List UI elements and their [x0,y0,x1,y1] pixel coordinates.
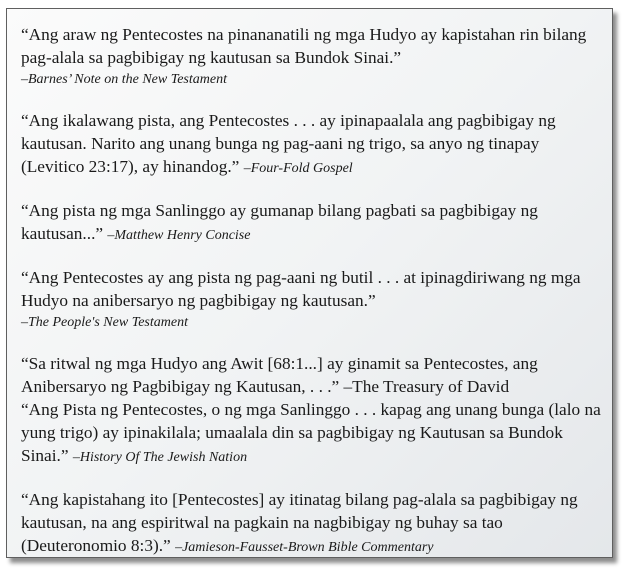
quote-peoples-nt [21,266,602,333]
quote-jfb [21,488,602,559]
quote-four-fold-gospel [21,109,602,180]
quote-jewish-nation [21,398,602,469]
quote-treasury-of-david [21,352,602,398]
quote-text: “Ang Pista ng Pentecostes, o ng mga Sanlinggo . . . kapag ang unang bunga (lalo na yung trigo) ay ipinakilala; umaalala din sa pagbibigay ng Kautusan sa Bundok Sinai.” [21,400,601,465]
quote-source: –Barnes’ Note on the New Testament [21,72,227,87]
quote-box [6,8,613,558]
quote-barnes [21,23,602,90]
quote-text: “Ang kapistahang ito [Pentecostes] ay itinatag bilang pag-alala sa pagbibigay ng kautusan, na ang espiritwal na pagkain na nagbibigay ng buhay sa tao (Deuteronomio 8:3).” [21,490,578,555]
quote-text: “Sa ritwal ng mga Hudyo ang Awit [68:1...] ay ginamit sa Pentecostes, ang Anibersaryo ng Pagbibigay ng Kautusan, . . .” –The Treasury of David [21,354,538,396]
quote-text: “Ang araw ng Pentecostes na pinananatili ng mga Hudyo ay kapistahan rin bilang pag-alala sa pagbibigay ng kautusan sa Bundok Sinai.” [21,25,587,67]
quote-source: –The People's New Testament [21,315,188,330]
quote-matthew-henry [21,199,602,247]
quote-source: –Four-Fold Gospel [243,161,353,176]
quote-text: “Ang Pentecostes ay ang pista ng pag-aani ng butil . . . at ipinagdiriwang ng mga Hudyo na anibersaryo ng pagbibigay ng kautusan.” [21,268,581,310]
quote-source: –History Of The Jewish Nation [72,450,248,465]
quote-source: –Matthew Henry Concise [107,228,251,243]
quote-source: –Jamieson-Fausset-Brown Bible Commentary [175,540,434,555]
quote-text: “Ang ikalawang pista, ang Pentecostes . . . ay ipinapaalala ang pagbibigay ng kautusan. Narito ang unang bunga ng pag-aani ng trigo, sa anyo ng tinapay (Levitico 23:17), ay hinandog.” [21,111,556,176]
quote-text: “Ang pista ng mga Sanlinggo ay gumanap bilang pagbati sa pagbibigay ng kautusan...” [21,201,538,243]
